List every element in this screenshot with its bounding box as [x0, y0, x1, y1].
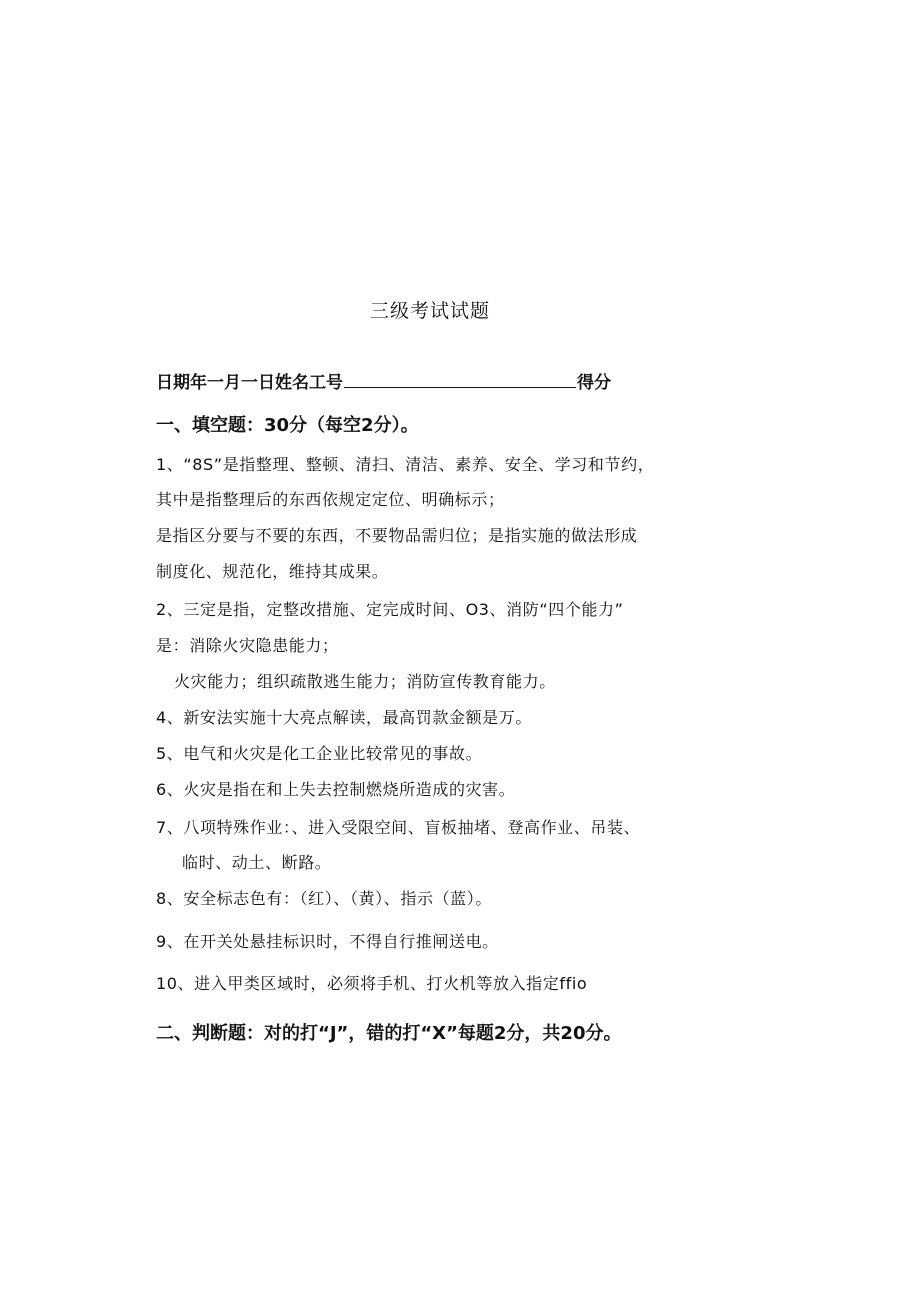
question-line: 2、三定是指，定整改措施、定完成时间、O3、消防“四个能力”: [156, 600, 624, 619]
question-line: 5、电气和火灾是化工企业比较常见的事故。: [156, 744, 483, 763]
section-2-heading: 二、判断题：对的打“J”，错的打“X”每题2分，共20分。: [156, 1023, 622, 1044]
question-line: 是：消除火灾隐患能力；: [156, 636, 339, 655]
question-line: 7、八项特殊作业：、进入受限空间、盲板抽堵、登高作业、吊装、: [156, 818, 641, 837]
page-title: 三级考试试题: [369, 300, 490, 322]
question-line: 4、新安法实施十大亮点解读，最高罚款金额是万。: [156, 708, 532, 727]
info-line: [156, 368, 611, 393]
section-1-heading: 一、填空题：30分（每空2分）。: [156, 415, 419, 436]
question-line: 是指区分要与不要的东西，不要物品需归位；是指实施的做法形成: [156, 526, 638, 545]
question-line: 制度化、规范化，维持其成果。: [156, 562, 389, 581]
info-fields-label: 日期年一月一日姓名工号: [156, 373, 343, 393]
question-line: 8、安全标志色有：（红）、（黄）、指示（蓝）。: [156, 889, 492, 908]
question-line: 1、“8S”是指整理、整顿、清扫、清洁、素养、安全、学习和节约，: [156, 455, 655, 474]
score-label: 得分: [577, 373, 611, 393]
question-line: 9、在开关处悬挂标识时，不得自行推闸送电。: [156, 932, 499, 951]
question-line: 6、火灾是指在和上失去控制燃烧所造成的灾害。: [156, 780, 516, 799]
id-blank-line: [344, 371, 576, 388]
question-line: 其中是指整理后的东西依规定定位、明确标示；: [156, 490, 505, 509]
question-line: 临时、动土、断路。: [182, 853, 332, 872]
question-line: 火灾能力；组织疏散逃生能力；消防宣传教育能力。: [174, 672, 556, 691]
question-line: 10、进入甲类区域时，必须将手机、打火机等放入指定ffio: [156, 974, 588, 993]
